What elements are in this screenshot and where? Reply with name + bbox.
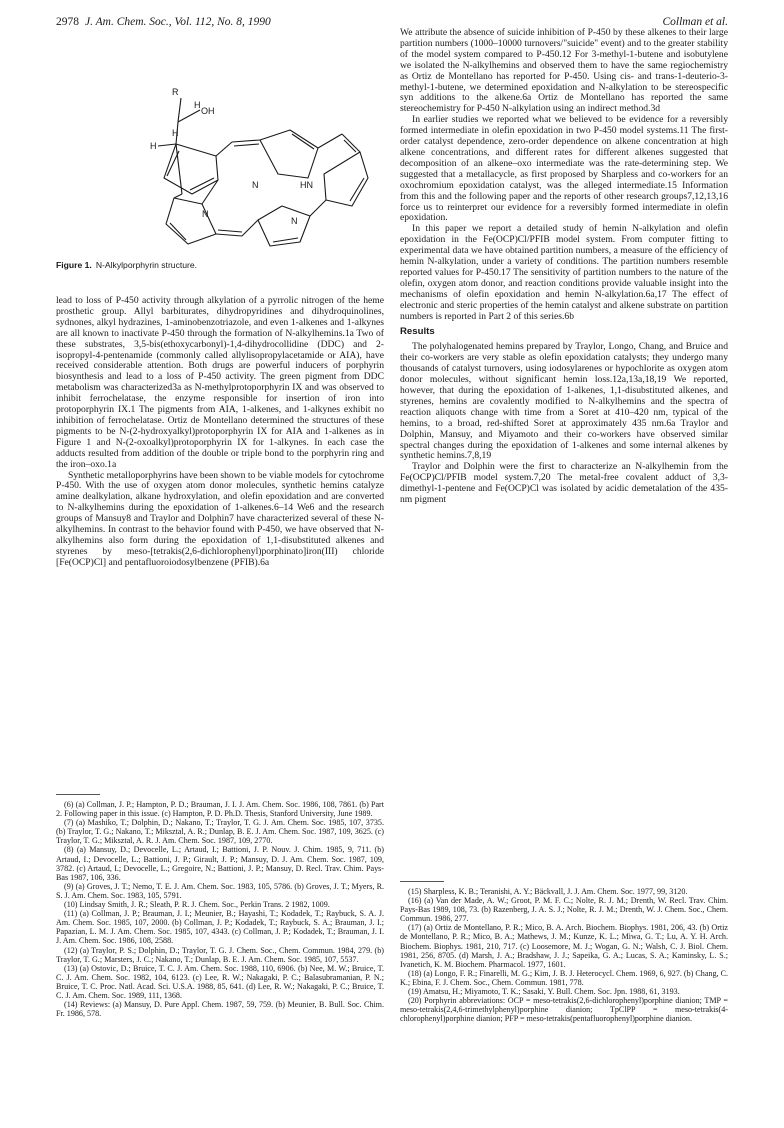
footnote-9: (9) (a) Groves, J. T.; Nemo, T. E. J. Am. Chem. Soc. 1983, 105, 5786. (b) Groves, J. T.; Myers, R. S. J. Am. Chem. Soc. 1983, 105, 5791. [56, 881, 384, 900]
right-paragraph-5: Traylor and Dolphin were the first to characterize an N-alkylhemin from the Fe(OCP)Cl/PFIB model system.7,20 The metal-free covalent adduct of 3,3-dimethyl-1-pentene and Fe(OCP)Cl was isolated by acidic demetalation of the 435-nm pigment [400, 461, 728, 506]
hn-label: HN [300, 180, 313, 190]
left-column-text [56, 296, 384, 569]
footnote-divider-right [400, 881, 444, 882]
right-paragraph-4: The polyhalogenated hemins prepared by Traylor, Longo, Chang, and Bruice and their co-workers are very stable as olefin epoxidation catalysts; they undergo many thousands of catalyst turnovers, using iodosylarenes or hypochlorite as oxygen atom donor molecules, without significant hemin loss.12a,13a,18,19 We reported, however, that during the epoxidation of 1-alkenes, 1,1-disubstituted alkenes, and styrenes, hemins are covalently modified to N-alkylhemins and the spectra of reaction aliquots change with time from a Soret at 410–420 nm, typical of the hemins, to a broad, red-shifted Soret at approximately 435 nm.6a Traylor and Dolphin, Mansuy, and Miyamoto and their co-workers have observed similar spectral changes during the epoxidation of 1-alkenes and some internal alkenes by synthetic hemins.7,8,19 [400, 341, 728, 462]
h-label-1: H [194, 100, 201, 110]
footnote-8: (8) (a) Mansuy, D.; Devocelle, L.; Artaud, I.; Battioni, J. P. Nouv. J. Chim. 1985, 9, 711. (b) Artaud, I.; Devocelle, L.; Battioni, J. P.; Girault, J. P.; Mansuy, D. J. Am. Chem. Soc. 1987, 109, 3782. (c) Artaud, I.; Devocelle, L.; Gregoire, N.; Battioni, J. P.; Mansuy, D. Recl. Trav. Chim. Pays-Bas 1987, 106, 336. [56, 845, 384, 882]
n-label-1: N [252, 180, 259, 190]
n-label-2: N [202, 209, 209, 219]
footnote-6: (6) (a) Collman, J. P.; Hampton, P. D.; Brauman, J. I. J. Am. Chem. Soc. 1986, 108, 7861. (b) Part 2. Following paper in this issue. (c) Hampton, P. D. Ph.D. Thesis, Stanford University, June 1989. [56, 800, 384, 819]
footnote-17: (17) (a) Ortiz de Montellano, P. R.; Mico, B. A. Arch. Biochem. Biophys. 1981, 206, 43. (b) Ortiz de Montellano, P. R.; Mico, B. A.; Mathews, J. M.; Kunze, K. L.; Miwa, G. T.; Lu, A. Y. H. Arch. Biochem. Biophys. 1981, 210, 717. (c) Loosemore, M. J.; Wogan, G. N.; Walsh, C. J. Biol. Chem. 1981, 256, 8705. (d) Marsh, J. A.; Bradshaw, J. J.; Sapeika, G. A.; Lucas, S. A.; Kaminsky, L. S.; Ivanetich, K. M. Biochem. Pharmacol. 1977, 1601. [400, 923, 728, 969]
h-label-2: H [172, 128, 179, 138]
right-footnotes [400, 887, 728, 1023]
h-label-3: H [150, 141, 157, 151]
figure-caption-text: N-Alkylporphyrin structure. [95, 260, 198, 270]
footnote-11: (11) (a) Collman, J. P.; Brauman, J. I.; Meunier, B.; Hayashi, T.; Kodadek, T.; Raybuck, S. A. J. Am. Chem. Soc. 1985, 107, 2000. (b) Collman, J. P.; Kodadek, T.; Raybuck, S. A.; Brauman, J. I.; Papazian, L. M. J. Am. Chem. Soc. 1985, 107, 4343. (c) Collman, J. P.; Kodadek, T.; Brauman, J. I. J. Am. Chem. Soc. 1986, 108, 2588. [56, 909, 384, 946]
figure-caption [56, 260, 384, 270]
results-heading: Results [400, 326, 435, 338]
footnote-12: (12) (a) Traylor, P. S.; Dolphin, D.; Traylor, T. G. J. Chem. Soc., Chem. Commun. 1984, 279. (b) Traylor, T. G.; Marsters, J. C.; Nakano, T.; Dunlap, B. E. J. Am. Chem. Soc. 1985, 107, 5537. [56, 945, 384, 964]
porphyrin-structure-drawing [56, 28, 384, 256]
right-paragraph-2: In earlier studies we reported what we believed to be evidence for a reversibly formed intermediate in olefin epoxidation in two P-450 model systems.11 The first-order catalyst dependence, zero-order dependence on alkene concentration at high alkene concentrations, and different rates for different alkenes suggested that decomposition of an alkene–oxo intermediate was the rate-determining step. We suggested that a metallacycle, as first proposed by Sharpless and co-workers for an oxochromium epoxidation catalyst, was the alleged intermediate.15 Information from this and the following paper and the reports of other research groups7,12,13,16 force us to reinterpret our evidence for a reversibly formed intermediate in olefin epoxidation. [400, 114, 728, 224]
footnote-divider-left [56, 794, 100, 795]
figure-caption-label: Figure 1. [56, 260, 92, 270]
footnote-10: (10) Lindsay Smith, J. R.; Sleath, P. R. J. Chem. Soc., Perkin Trans. 2 1982, 1009. [64, 900, 330, 910]
right-column-text [400, 28, 728, 506]
footnote-15: (15) Sharpless, K. B.; Teranishi, A. Y.; Bäckvall, J. J. Am. Chem. Soc. 1977, 99, 3120. [408, 887, 688, 896]
author-running-head: Collman et al. [662, 16, 728, 28]
right-paragraph-1: We attribute the absence of suicide inhibition of P-450 by these alkenes to their large partition numbers (1000–10000 turnovers/"suicide" event) and to the greater stability of the model system compared to P-450.12 For 3-methyl-1-butene and isobutylene we isolated the N-alkylhemins and observed them to have the same regiochemistry as Ortiz de Montellano has reported for P-450. Using cis- and trans-1-deuterio-3-methyl-1-butene, we determined epoxidation and N-alkylation to be stereospecific syn additions to the alkene.6a Ortiz de Montellano has reported the same stereochemistry for P-450 N-alkylation using an indirect method.3d [400, 27, 728, 115]
footnote-7: (7) (a) Mashiko, T.; Dolphin, D.; Nakano, T.; Traylor, T. G. J. Am. Chem. Soc. 1985, 107, 3735. (b) Traylor, T. G.; Nakano, T.; Miksztal, A. R.; Dunlap, B. E. J. Am. Chem. Soc. 1987, 109, 3625. (c) Traylor, T. G.; Miksztal, A. R. J. Am. Chem. Soc. 1987, 109, 2770. [56, 818, 384, 846]
left-paragraph-2: Synthetic metalloporphyrins have been shown to be viable models for cytochrome P-450. With the use of oxygen atom donor molecules, synthetic hemins catalyze amine dealkylation, alkane hydroxylation, and olefin epoxidation and are converted to N-alkylhemins during the epoxidation of 1-alkenes.6–14 We6 and the research groups of Mansuy8 and Traylor and Dolphin7 have characterized several of these N-alkylhemins. In contrast to the behavior found with P-450, we have observed that N-alkylhemins also form during the epoxidation of 1,1-disubstituted alkenes and styrenes by meso-[tetrakis(2,6-dichlorophenyl)porphinato]iron(III) chloride [Fe(OCP)Cl] and pentafluoroiodosylbenzene (PFIB).6a [56, 469, 384, 568]
footnote-20: (20) Porphyrin abbreviations: OCP = meso-tetrakis(2,6-dichlorophenyl)porphine dianion; TMP = meso-tetrakis(2,4,6-trimethylphenyl)porphine dianion; TpClPP = meso-tetrakis(4-chlorophenyl)porphine dianion; PFP = meso-tetrakis(pentafluorophenyl)porphine dianion. [400, 996, 728, 1024]
n-label-3: N [291, 216, 298, 226]
right-paragraph-3: In this paper we report a detailed study of hemin N-alkylation and olefin epoxidation in the Fe(OCP)Cl/PFIB model system. From computer fitting to experimental data we have obtained partition numbers, a measure of the efficiency of hemin N-alkylation, under a variety of conditions. The partition numbers resemble reported values for P-450.17 The sensitivity of partition numbers to the nature of the olefin, oxygen atom donor, and reaction conditions provide valuable insight into the mechanisms of olefin epoxidation and hemin N-alkylation.6a,17 The effect of electronic and steric properties of the hemin catalyst and alkene substrate on partition numbers is reported in Part 2 of this series.6b [400, 223, 728, 322]
left-paragraph-1: lead to loss of P-450 activity through alkylation of a pyrrolic nitrogen of the heme prosthetic group. Allyl barbiturates, dihydropyridines and dihydroquinolines, sydnones, alkyl hydrazines, 1-aminobenzotriazole, and even 1-alkenes and 1-alkynes are all known to inactivate P-450 through the formation of N-alkylhemins.1a Two of these substrates, 3,5-bis(ethoxycarbonyl)-1,4-dihydrocollidine (DDC) and 2-isopropyl-4-pentenamide (commonly called allylisopropylacetamide or AIA), have received considerable attention. Both drugs are powerful inducers of porphyrin biosynthesis and lead to a loss of P-450 activity. The green pigment from DDC metabolism was characterized3a as N-methylprotoporphyrin IX and was observed to inhibit ferrochelatase, the enzyme responsible for insertion of iron into protoporphyrin IX.1 The pigments from AIA, 1-alkenes, and 1-alkynes exhibit no inhibition of ferrochelatase. Ortiz de Montellano determined the structures of these pigments to be N-(2-hydroxyalkyl)protoporphyrin IX for AIA and 1-alkenes as in Figure 1 and N-(2-oxoalkyl)protoporphyrin IX for 1-alkynes. In each case the adducts resulted from addition of the double or triple bond to the porphyrin ring and the iron–oxo.1a [56, 295, 384, 470]
footnote-16: (16) (a) Van der Made, A. W.; Groot, P. M. F. C.; Nolte, R. J. M.; Drenth, W. Recl. Trav. Chim. Pays-Bas 1989, 108, 73. (b) Razenberg, J. A. S. J.; Nolte, R. J. M.; Drenth, W. J. Chem. Soc., Chem. Commun. 1986, 277. [400, 896, 728, 924]
footnote-14: (14) Reviews: (a) Mansuy, D. Pure Appl. Chem. 1987, 59, 759. (b) Meunier, B. Bull. Soc. Chim. Fr. 1986, 578. [56, 1000, 384, 1019]
oh-label: OH [201, 106, 215, 116]
figure-1-structure [56, 28, 384, 256]
footnote-19: (19) Amatsu, H.; Miyamoto, T. K.; Sasaki, Y. Bull. Chem. Soc. Jpn. 1988, 61, 3193. [408, 987, 680, 997]
footnote-18: (18) (a) Longo, F. R.; Finarelli, M. G.; Kim, J. B. J. Heterocycl. Chem. 1969, 6, 927. (b) Chang, C. K.; Ebina, F. J. Chem. Soc., Chem. Commun. 1981, 778. [400, 968, 728, 987]
footnote-13: (13) (a) Ostovic, D.; Bruice, T. C. J. Am. Chem. Soc. 1988, 110, 6906. (b) Nee, M. W.; Bruice, T. C. J. Am. Chem. Soc. 1982, 104, 6123. (c) Lee, R. W.; Nakagaki, P. C.; Balasubramanian, P. N.; Bruice, T. C. Proc. Natl. Acad. Sci. U.S.A. 1988, 85, 641. (d) Lee, R. W.; Nakagaki, P. C.; Bruice, T. C. J. Am. Chem. Soc. 1989, 111, 1368. [56, 963, 384, 1000]
page-number: 2978 [56, 16, 79, 28]
journal-citation: J. Am. Chem. Soc., Vol. 112, No. 8, 1990 [85, 16, 271, 28]
r-label: R [172, 87, 179, 97]
left-footnotes [56, 800, 384, 1018]
